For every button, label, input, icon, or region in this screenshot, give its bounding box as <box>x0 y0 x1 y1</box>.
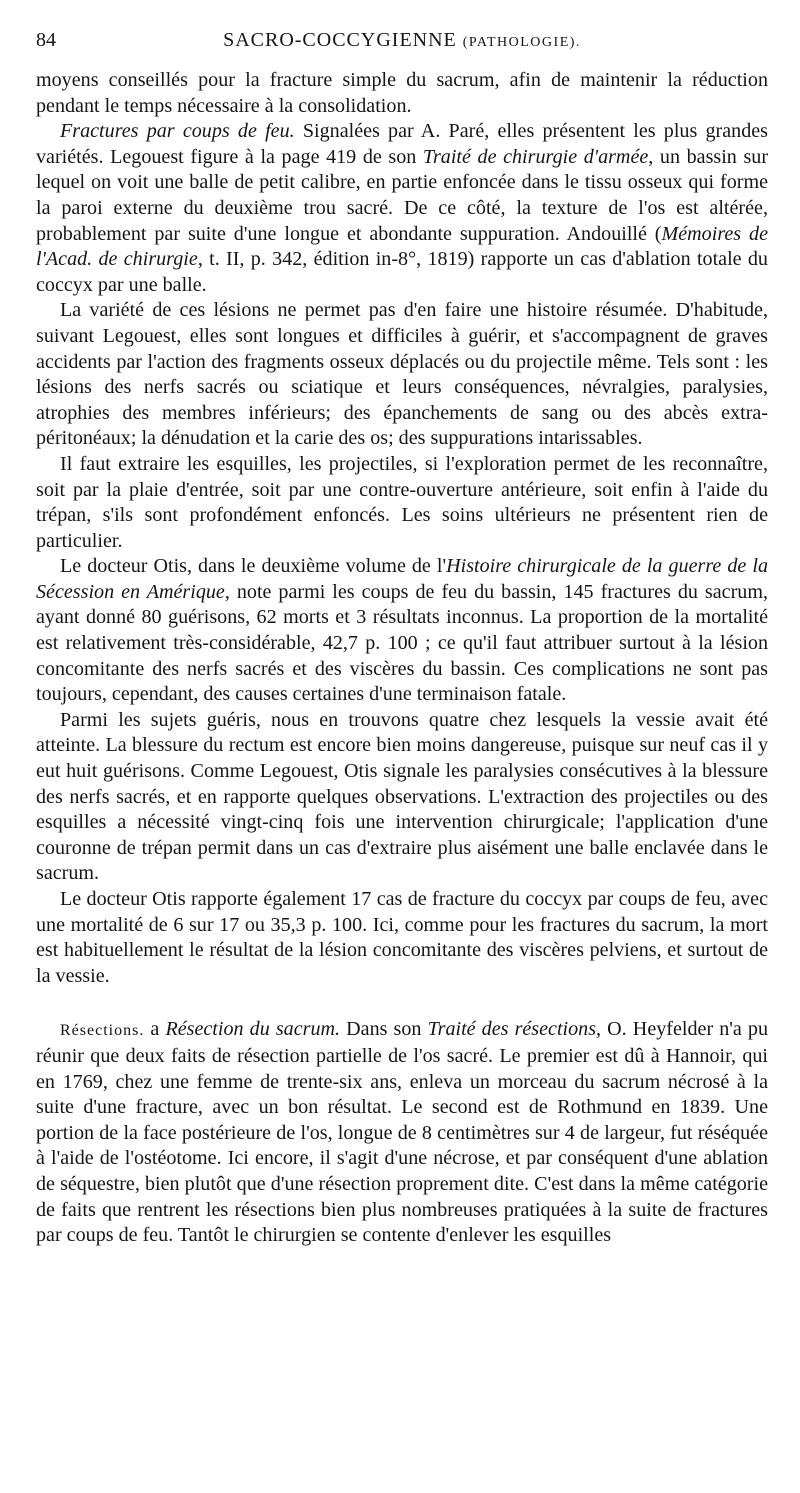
paragraph-4: Il faut extraire les esquilles, les projectiles, si l'exploration permet de les reconnaître, soit par la plaie d'entrée, soit par une contre-ouverture antérieure, soit enfin à l'aide du trépan, s'ils sont profondément enfoncés. Les soins ultérieurs ne présentent rien de particulier. <box>36 452 768 552</box>
paragraph-5-text-1: Le docteur Otis, dans le deuxième volume de l' <box>60 555 447 578</box>
running-title-text: SACRO-COCCYGIENNE <box>223 29 457 51</box>
citation-memoires-acad: Mémoires de l'Acad. de chirurgie <box>36 222 768 271</box>
running-header <box>36 28 768 54</box>
paragraph-2-text-1: Signalées par A. Paré, elles présentent les plus grandes variétés. Legouest figure à la page 419 de son <box>36 120 768 168</box>
paragraph-8-text-1: a <box>144 1018 166 1041</box>
paragraph-7: Le docteur Otis rapporte également 17 cas de fracture du coccyx par coups de feu, avec une mortalité de 6 sur 17 ou 35,3 p. 100. Ici, comme pour les fractures du sacrum, la mort est habituellement le résultat de la lésion concomitante des viscères pelviens, et surtout de la vessie. <box>36 888 768 987</box>
citation-histoire-chirurgicale: Histoire chirurgicale de la guerre de la Sécession en Amérique <box>36 555 768 603</box>
paragraph-8-text-2: Dans son <box>340 1018 428 1041</box>
paragraph-8-text-3: , O. Heyfelder n'a pu réunir que deux faits de résection partielle de l'os sacré. Le premier est dû à Hannoir, qui en 1769, chez une femme de trente-six ans, enleva un morceau du sacrum nécrosé à la suite d'une fracture, avec un bon résultat. Le second est de Rothmund en 1839. Une portion de la face postérieure de l'os, longue de 8 centimètres sur 4 de largeur, fut réséquée à l'aide de l'ostéotome. Ici encore, il s'agit d'une nécrose, et par conséquent d'une ablation de séquestre, bien plutôt que d'une résection proprement dite. C'est dans la même catégorie de faits que rentrent les résections bien plus nombreuses pratiquées à la suite de fractures par coups de feu. Tantôt le chirurgien se contente d'enlever les esquilles <box>36 1018 769 1247</box>
paragraph-5-text-2: , note parmi les coups de feu du bassin, 145 fractures du sacrum, ayant donné 80 guérisons, 62 morts et 3 résultats inconnus. La proportion de la mortalité est relativement très-considérable, 42,7 p. 100 ; ce qu'il faut attribuer surtout à la lésion concomitante des nerfs sacrés et des viscères du bassin. Ces complications ne sont pas toujours, cependant, des causes certaines d'une terminaison fatale. <box>36 580 768 706</box>
section-gap <box>36 989 768 1017</box>
page-number: 84 <box>36 29 56 51</box>
subsection-heading-resection-sacrum: Résection du sacrum. <box>165 1018 341 1041</box>
paragraph-2 <box>36 119 768 298</box>
book-page <box>36 28 768 1249</box>
paragraph-8 <box>36 1017 768 1248</box>
section-heading-gunshot-fractures: Fractures par coups de feu. <box>60 120 295 143</box>
citation-traite-chirurgie: Traité de chirurgie d'armée <box>422 145 649 168</box>
paragraph-6: Parmi les sujets guéris, nous en trouvons quatre chez lesquels la vessie avait été atteinte. La blessure du rectum est encore bien moins dangereuse, puisque sur neuf cas il y eut huit guérisons. Comme Legouest, Otis signale les paralysies consécutives à la blessure des nerfs sacrés, et en rapporte quelques observations. L'extraction des projectiles ou des esquilles a nécessité vingt-cinq fois une intervention chirurgicale; l'application d'une couronne de trépan permit dans un cas d'extraire plus aisément une balle enclavée dans le sacrum. <box>36 708 768 885</box>
citation-traite-resections: Traité des résections <box>427 1018 597 1041</box>
paragraph-1: moyens conseillés pour la fracture simple du sacrum, afin de maintenir la réduction pendant le temps nécessaire à la consolidation. <box>36 69 768 117</box>
running-title <box>96 28 768 56</box>
paragraph-3: La variété de ces lésions ne permet pas d'en faire une histoire résumée. D'habitude, suivant Legouest, elles sont longues et difficiles à guérir, et s'accompagnent de graves accidents par l'action des fragments osseux déplacés ou du projectile même. Tels sont : les lésions des nerfs sacrés ou sciatique et leurs conséquences, névralgies, paralysies, atrophies des membres inférieurs; des épanchements de sang ou des abcès extra-péritonéaux; la dénudation et la carie des os; des suppurations intarissables. <box>36 299 768 450</box>
section-heading-resections: Résections. <box>60 1022 145 1040</box>
running-subtitle: (PATHOLOGIE). <box>462 35 581 50</box>
paragraph-2-text-3: , t. II, p. 342, édition in-8°, 1819) rapporte un cas d'ablation totale du coccyx par une balle. <box>36 248 768 296</box>
paragraph-2-text-2: , un bassin sur lequel on voit une balle de petit calibre, en partie enfoncée dans le tissu osseux qui forme la paroi externe du deuxième trou sacré. De ce côté, la texture de l'os est altérée, probablement par suite d'une longue et abondante suppuration. Andouillé ( <box>36 145 769 245</box>
paragraph-5 <box>36 554 768 708</box>
